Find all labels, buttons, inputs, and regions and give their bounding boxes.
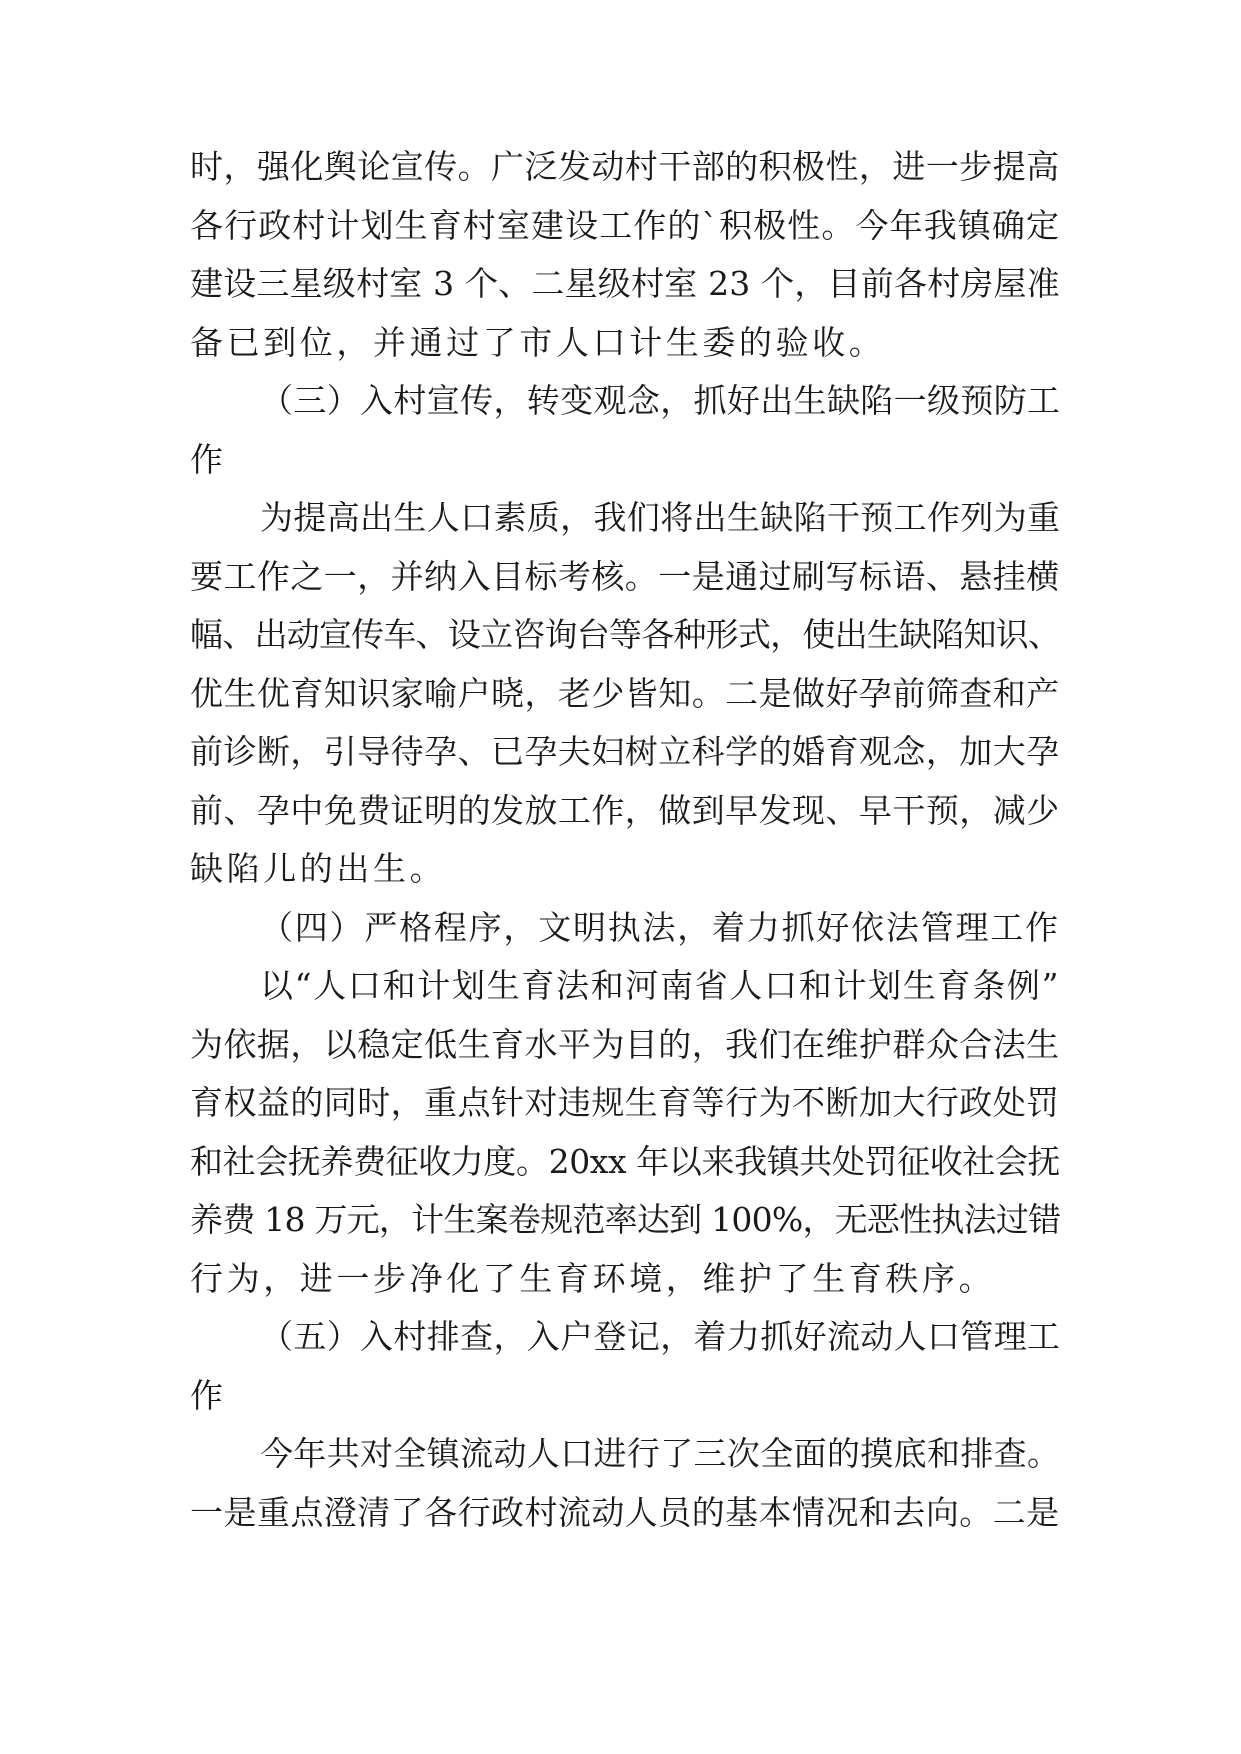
text-line: 各行政村计划生育村室建设工作的`积极性。今年我镇确定 <box>190 205 1061 245</box>
text-line: 作 <box>190 439 227 479</box>
text-line: 育权益的同时，重点针对违规生育等行为不断加大行政处罚 <box>190 1083 1060 1122</box>
text-line: 幅、出动宣传车、设立咨询台等各种形式，使出生缺陷知识、 <box>190 615 1061 654</box>
text-line: 一是重点澄清了各行政村流动人员的基本情况和去向。二是 <box>190 1492 1060 1532</box>
text-line: （三）入村宣传，转变观念，抓好出生缺陷一级预防工 <box>260 381 1061 420</box>
text-line: 为提高出生人口素质，我们将出生缺陷干预工作列为重 <box>260 498 1061 537</box>
text-line: 行为，进一步净化了生育环境，维护了生育秩序。 <box>190 1258 996 1298</box>
text-line: （五）入村排查，入户登记，着力抓好流动人口管理工 <box>260 1317 1061 1356</box>
text-line: 前、孕中免费证明的发放工作，做到早发现、早干预，减少 <box>190 790 1060 830</box>
text-line: 时，强化舆论宣传。广泛发动村干部的积极性，进一步提高 <box>190 147 1060 186</box>
text-line: 以“人口和计划生育法和河南省人口和计划生育条例” <box>260 966 1061 1005</box>
text-line: 养费 18 万元，计生案卷规范率达到 100%，无恶性执法过错 <box>190 1200 1061 1239</box>
text-line: （四）严格程序，文明执法，着力抓好依法管理工作 <box>260 907 1060 947</box>
text-line: 和社会抚养费征收力度。20xx 年以来我镇共处罚征收社会抚 <box>190 1141 1061 1181</box>
text-line: 前诊断，引导待孕、已孕夫妇树立科学的婚育观念，加大孕 <box>190 732 1060 771</box>
text-line: 今年共对全镇流动人口进行了三次全面的摸底和排查。 <box>260 1434 1061 1473</box>
text-line: 要工作之一，并纳入目标考核。一是通过刷写标语、悬挂横 <box>190 556 1060 596</box>
text-line: 缺陷儿的出生。 <box>190 849 447 888</box>
text-line: 为依据，以稳定低生育水平为目的，我们在维护群众合法生 <box>190 1024 1060 1064</box>
text-line: 建设三星级村室 3 个、二星级村室 23 个，目前各村房屋准 <box>190 264 1060 303</box>
text-line: 优生优育知识家喻户晓，老少皆知。二是做好孕前筛查和产 <box>190 673 1060 713</box>
text-line: 作 <box>190 1375 227 1415</box>
text-line: 备已到位，并通过了市人口计生委的验收。 <box>190 322 886 362</box>
body-text <box>190 138 1060 1542</box>
